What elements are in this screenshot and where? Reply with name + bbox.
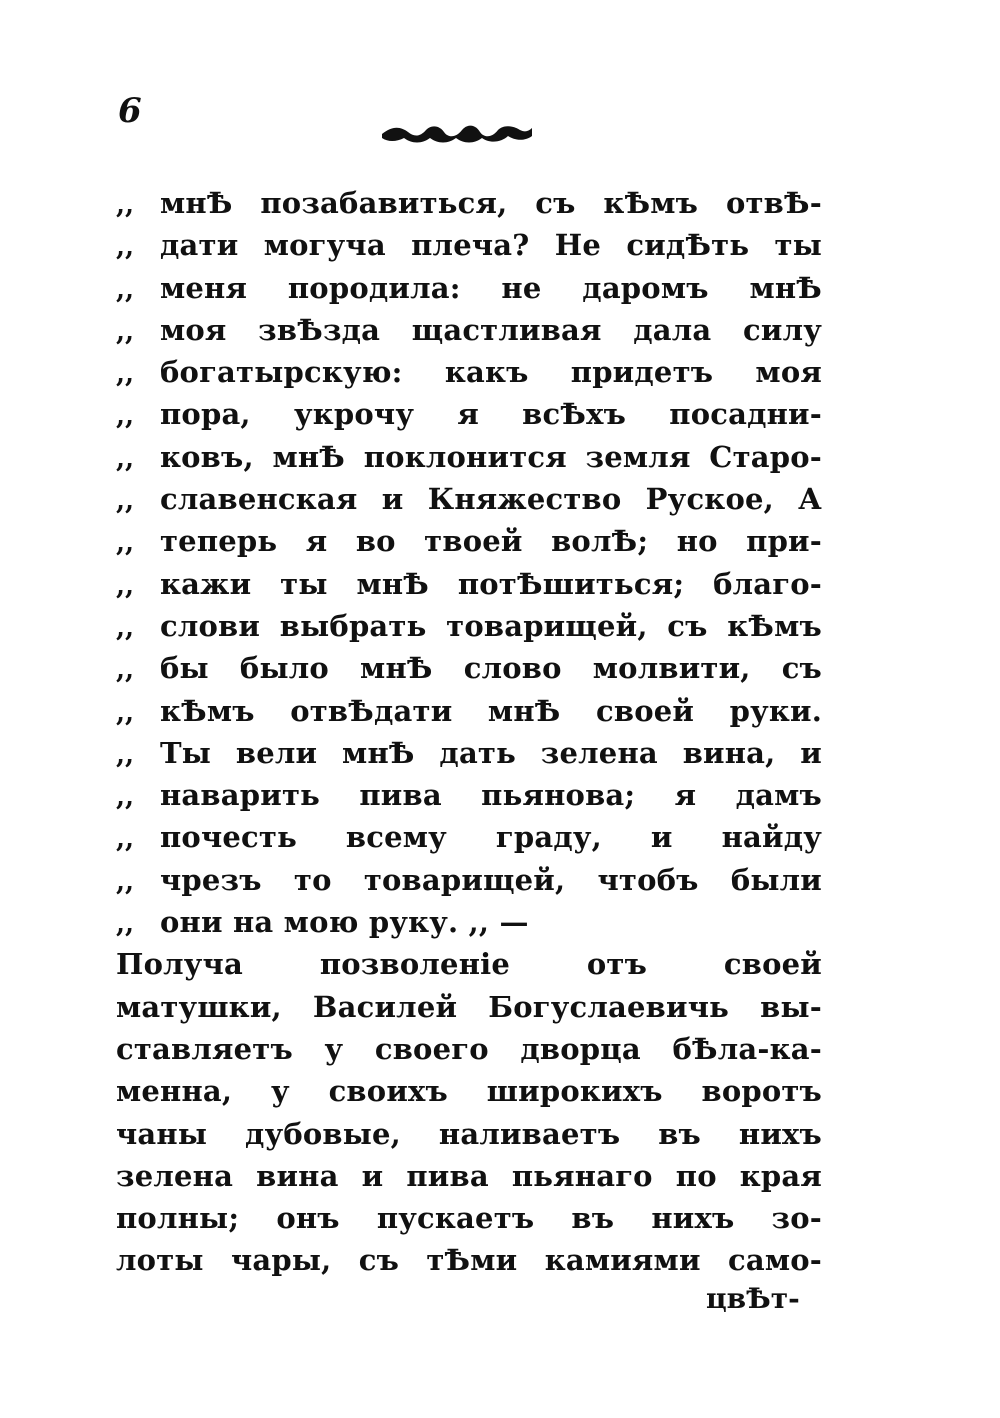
- quoted-line: ,, кѢмъ отвѢдати мнѢ своей руки.: [116, 693, 822, 728]
- paragraph-line: полны; онъ пускаетъ въ нихъ зо-: [116, 1201, 822, 1236]
- quoted-line: ,, ковъ, мнѢ поклонится земля Старо-: [116, 439, 822, 474]
- quoted-line: ,, бы было мнѢ слово молвити, съ: [116, 651, 822, 686]
- quoted-line: ,, моя звѢзда щастливая дала силу: [116, 312, 822, 347]
- paragraph-line: лоты чары, съ тѢми камиями само-: [116, 1243, 822, 1278]
- quoted-line: ,, дати могуча плеча? Не сидѢть ты: [116, 228, 822, 263]
- quoted-line: ,, почесть всему граду, и найду: [116, 820, 822, 855]
- quoted-line: ,, слови выбрать товарищей, съ кѢмъ: [116, 608, 822, 643]
- paragraph-line: менна, у своихъ широкихъ воротъ: [116, 1074, 822, 1109]
- paragraph-line: зелена вина и пива пьянаго по края: [116, 1158, 822, 1193]
- quoted-line: ,, они на мою руку. ,, —: [116, 905, 529, 940]
- quoted-line: ,, теперь я во твоей волѢ; но при-: [116, 524, 822, 559]
- quoted-line: ,, чрезъ то товарищей, чтобъ были: [116, 862, 822, 897]
- quoted-line: ,, богатырскую: какъ придетъ моя: [116, 355, 822, 390]
- paragraph-line: ставляетъ у своего дворца бѢла-ка-: [116, 1031, 822, 1066]
- quoted-line: ,, Ты вели мнѢ дать зелена вина, и: [116, 735, 822, 770]
- paragraph-line: матушки, Василей Богуслаевичь вы-: [116, 989, 822, 1024]
- quoted-line: ,, мнѢ позабавиться, съ кѢмъ отвѢ-: [116, 186, 822, 220]
- body-text: [116, 182, 822, 1282]
- quoted-line: ,, меня породила: не даромъ мнѢ: [116, 270, 822, 305]
- quoted-line: ,, кажи ты мнѢ потѢшиться; благо-: [116, 566, 822, 601]
- quoted-line: ,, славенская и Княжество Руское, А: [116, 482, 822, 517]
- quoted-line: ,, наварить пива пьянова; я дамъ: [116, 778, 822, 813]
- page-number: 6: [118, 91, 142, 131]
- printer-ornament-icon: [378, 118, 534, 148]
- quoted-line: ,, пора, укрочу я всѢхъ посадни-: [116, 397, 822, 432]
- paragraph-line: чаны дубовые, наливаетъ въ нихъ: [116, 1116, 822, 1151]
- catchword: цвѢт-: [706, 1282, 800, 1315]
- paragraph-line: Получа позволеніе отъ своей: [116, 947, 822, 982]
